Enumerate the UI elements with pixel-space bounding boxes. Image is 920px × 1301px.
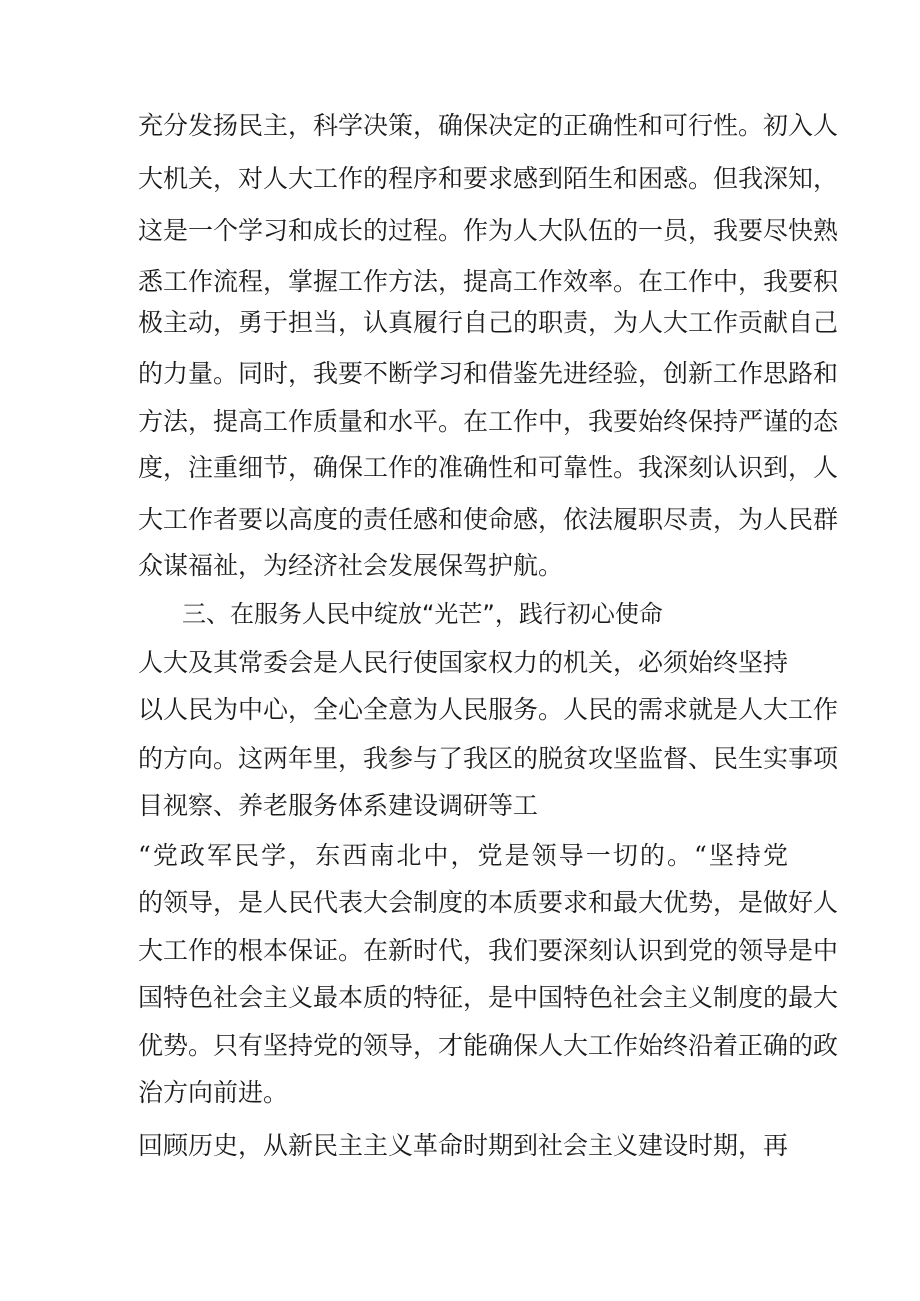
paragraph-line: 回顾历史，从新民主主义革命时期到社会主义建设时期，再 bbox=[138, 1131, 789, 1160]
paragraph-line: 的领导，是人民代表大会制度的本质要求和最大优势，是做好人 bbox=[138, 888, 839, 917]
paragraph-line: 悉工作流程，掌握工作方法，提高工作效率。在工作中，我要积 bbox=[138, 267, 839, 296]
paragraph-line: “党政军民学，东西南北中，党是领导一切的。“坚持党 bbox=[138, 841, 788, 870]
paragraph-line: 目视察、养老服务体系建设调研等工 bbox=[138, 791, 539, 820]
paragraph-line: 的力量。同时，我要不断学习和借鉴先进经验，创新工作思路和 bbox=[138, 359, 839, 388]
paragraph-line: 国特色社会主义最本质的特征，是中国特色社会主义制度的最大 bbox=[138, 983, 839, 1012]
paragraph-line: 充分发扬民主，科学决策，确保决定的正确性和可行性。初入人 bbox=[138, 111, 839, 140]
paragraph-line: 极主动，勇于担当，认真履行自己的职责，为人大工作贡献自己 bbox=[138, 308, 839, 337]
paragraph-line: 大机关，对人大工作的程序和要求感到陌生和困惑。但我深知， bbox=[138, 164, 839, 193]
paragraph-line: 众谋福祉，为经济社会发展保驾护航。 bbox=[138, 551, 564, 580]
paragraph-line: 的方向。这两年里，我参与了我区的脱贫攻坚监督、民生实事项 bbox=[138, 744, 839, 773]
paragraph-line: 大工作者要以高度的责任感和使命感，依法履职尽责，为人民群 bbox=[138, 505, 839, 534]
section-heading: 三、在服务人民中绽放“光芒”，践行初心使命 bbox=[182, 600, 663, 628]
paragraph-line: 方法，提高工作质量和水平。在工作中，我要始终保持严谨的态 bbox=[138, 407, 839, 436]
paragraph-line: 优势。只有坚持党的领导，才能确保人大工作始终沿着正确的政 bbox=[138, 1031, 839, 1060]
paragraph-line: 以人民为中心，全心全意为人民服务。人民的需求就是人大工作 bbox=[138, 695, 839, 724]
paragraph-line: 人大及其常委会是人民行使国家权力的机关，必须始终坚持 bbox=[138, 648, 789, 677]
paragraph-line: 大工作的根本保证。在新时代，我们要深刻认识到党的领导是中 bbox=[138, 936, 839, 965]
paragraph-line: 治方向前进。 bbox=[138, 1078, 289, 1107]
paragraph-line: 这是一个学习和成长的过程。作为人大队伍的一员，我要尽快熟 bbox=[138, 216, 839, 245]
paragraph-line: 度，注重细节，确保工作的准确性和可靠性。我深刻认识到，人 bbox=[138, 453, 839, 482]
